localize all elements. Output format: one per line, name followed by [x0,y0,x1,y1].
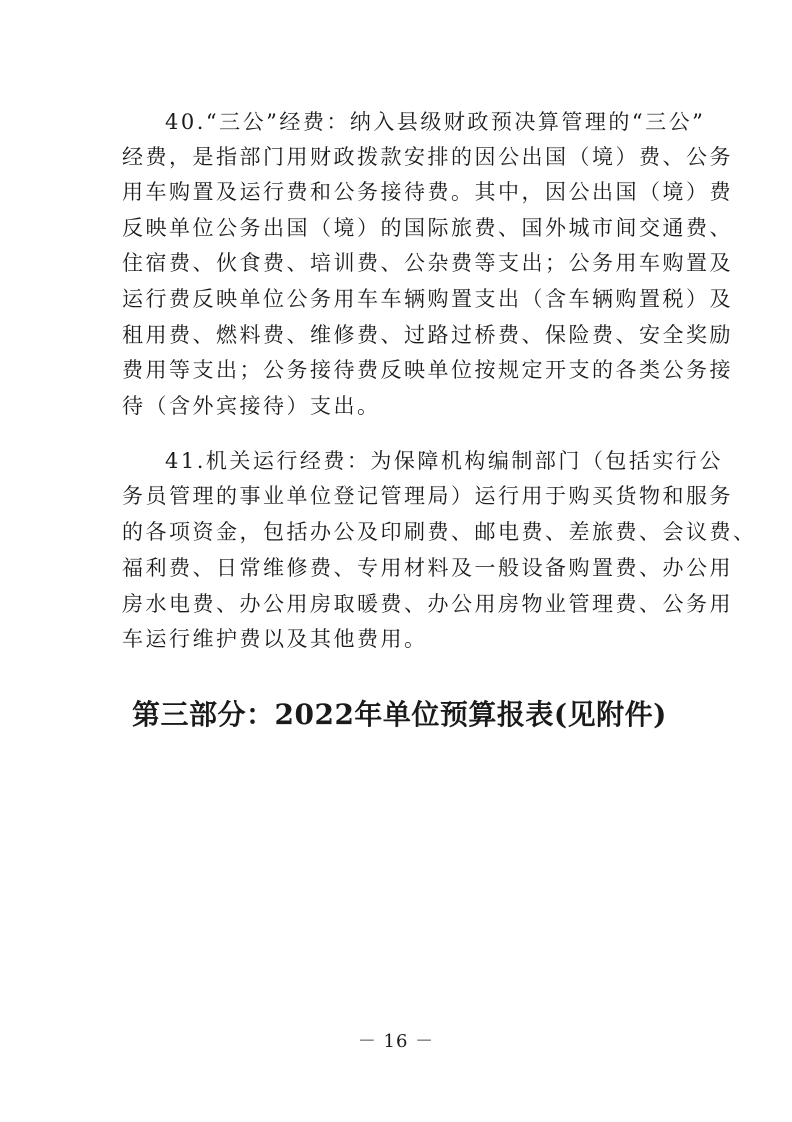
paragraph-41-line-2: 务员管理的事业单位登记管理局）运行用于购买货物和服务 [122,484,733,508]
page-number: － 16 － [357,1031,435,1052]
paragraph-40-line-3: 用车购置及运行费和公务接待费。其中，因公出国（境）费 [122,180,733,204]
paragraph-40-line-6: 运行费反映单位公务用车车辆购置支出（含车辆购置税）及 [122,287,733,311]
paragraph-40-line-2: 经费，是指部门用财政拨款安排的因公出国（境）费、公务 [122,145,733,169]
paragraph-40-line-4: 反映单位公务出国（境）的国际旅费、国外城市间交通费、 [122,216,733,240]
paragraph-40-line-1: 40.“三公”经费：纳入县级财政预决算管理的“三公” [165,110,706,134]
paragraph-41-line-6: 车运行维护费以及其他费用。 [122,627,428,651]
paragraph-40-line-7: 租用费、燃料费、维修费、过路过桥费、保险费、安全奖励 [122,323,733,347]
paragraph-40-line-9: 待（含外宾接待）支出。 [122,394,381,418]
paragraph-40-line-5: 住宿费、伙食费、培训费、公杂费等支出；公务用车购置及 [122,251,733,275]
section-heading: 第三部分：2022年单位预算报表(见附件) [132,698,667,731]
paragraph-41-line-4: 福利费、日常维修费、专用材料及一般设备购置费、办公用 [122,556,733,580]
paragraph-40-line-8: 费用等支出；公务接待费反映单位按规定开支的各类公务接 [122,358,733,382]
paragraph-41-line-5: 房水电费、办公用房取暖费、办公用房物业管理费、公务用 [122,592,733,616]
paragraph-41-line-3: 的各项资金，包括办公及印刷费、邮电费、差旅费、会议费、 [122,520,757,544]
paragraph-41-line-1: 41.机关运行经费：为保障机构编制部门（包括实行公 [165,449,723,473]
